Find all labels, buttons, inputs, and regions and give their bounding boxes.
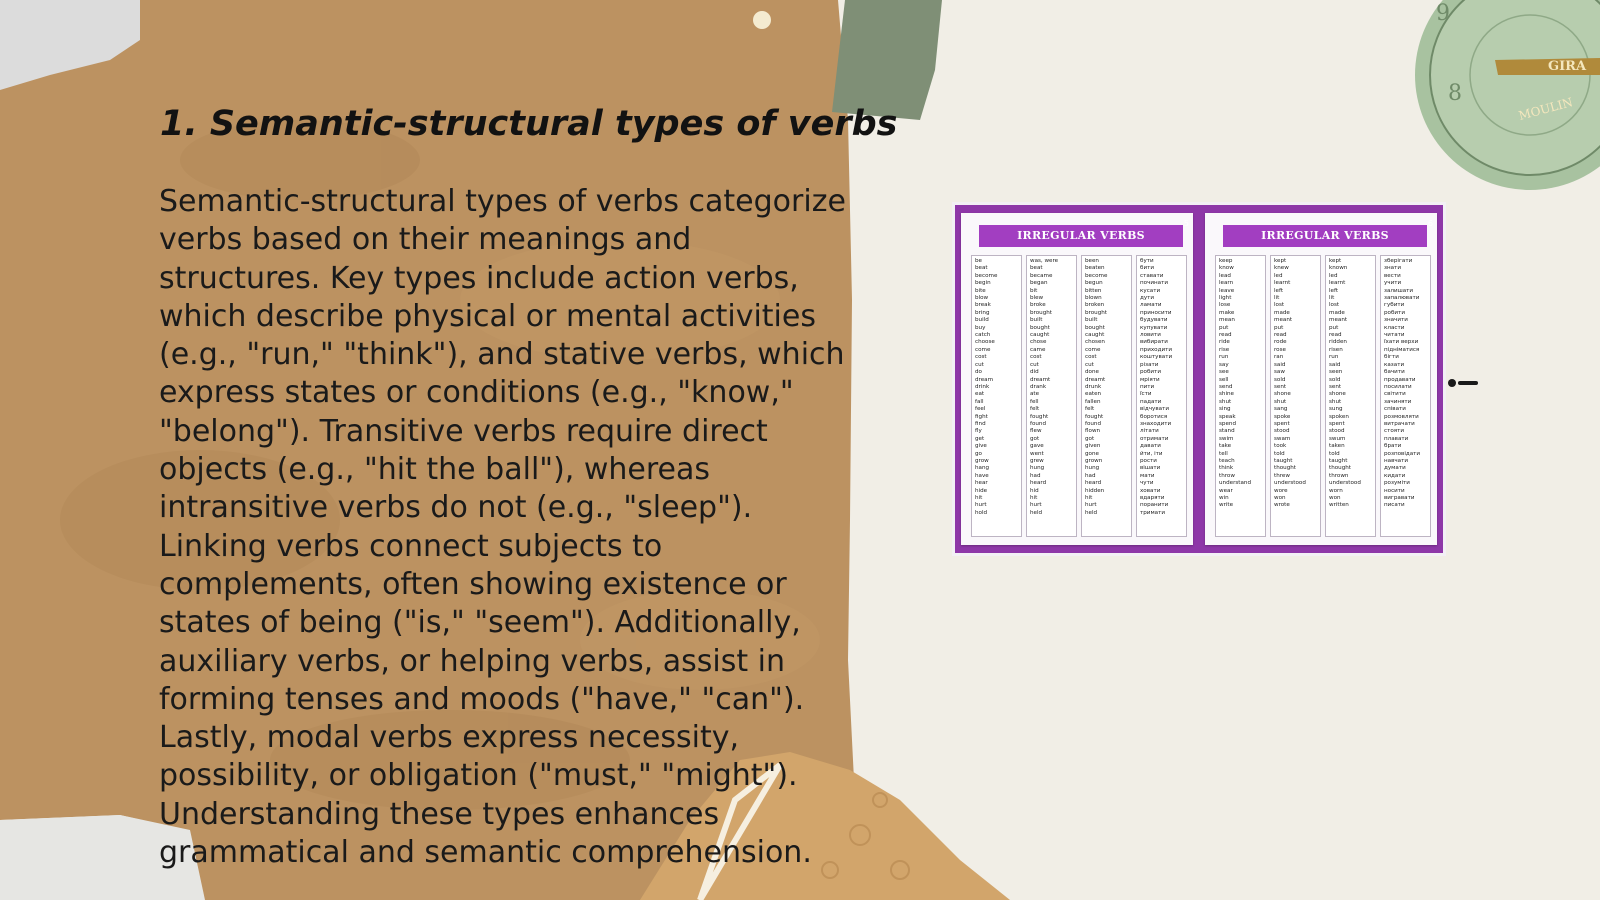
verb-column: was, were beat became began bit blew broke brought built bought caught chose came cost cut did dreamt drank ate fell felt fought found flew got gave went grew hung had heard hid hit hurt held: [1026, 255, 1077, 537]
verb-column: been beaten become begun bitten blown broken brought built bought caught chosen come cost cut done dreamt drunk eaten fallen felt fought found flown got given gone grown hung had heard hidden hit hurt held: [1081, 255, 1132, 537]
verb-column: зберігати знати вести учити залишати запалювати губити робити значити класти читати їхати верхи підніматися бігти казати бачити продавати посилати світити зачиняти співати розмовляти витрачати стояти плавати брати розповідати навчати думати кидати розуміти носити вигравати писати: [1380, 255, 1431, 537]
verb-column: keep know lead learn leave light lose make mean put read ride rise run say see sell send shine shut sing speak spend stand swim take tell teach think throw understand wear win write: [1215, 255, 1266, 537]
pin-dot: [753, 11, 771, 29]
clock-numeral: 9: [1436, 1, 1450, 26]
slide-body-text: Semantic-structural types of verbs categorize verbs based on their meanings and structures. Key types include action verbs, which describe physical or mental activities (e.g., "run," "think"), and stative verbs, which express states or conditions (e.g., "know," "belong"). Transitive verbs require direct objects (e.g., "hit the ball"), whereas intransitive verbs do not (e.g., "sleep"). Linking verbs connect subjects to complements, often showing existence or states of being ("is," "seem"). Additionally, auxiliary verbs, or helping verbs, assist in forming tenses and moods ("have," "can"). Lastly, modal verbs express necessity, possibility, or obligation ("must," "might"). Understanding these types enhances grammatical and semantic comprehension.: [159, 184, 846, 871]
slide-title: 1. Semantic-structural types of verbs: [160, 104, 898, 144]
verb-column: kept known led learnt left lit lost made meant put read ridden risen run said seen sold sent shone shut sung spoken spent stood swum taken told taught thought thrown understood worn won written: [1325, 255, 1376, 537]
verb-columns: [971, 255, 1187, 537]
ink-mark: [1448, 378, 1478, 388]
irregular-verbs-image: [955, 205, 1443, 553]
verbs-page: [1205, 213, 1437, 545]
verb-column: be beat become begin bite blow break bring build buy catch choose come cost cut do dream drink eat fall feel fight find fly get give go grow hang have hear hide hit hurt hold: [971, 255, 1022, 537]
verbs-page: [961, 213, 1193, 545]
page-number: 6: [1427, 219, 1433, 228]
verb-column: бути бити ставати починати кусати дути ламати приносити будувати купувати ловити вибирати приходити коштувати різати робити мріяти пити їсти падати відчувати боротися знаходити літати отримати давати йти, іти рости вішати мати чути ховати вдаряти поранити тримати: [1136, 255, 1187, 537]
page-number: 5: [1183, 219, 1189, 228]
clock-text: GIRA: [1548, 59, 1587, 74]
page-banner: IRREGULAR VERBS: [1223, 225, 1427, 247]
verb-columns: [1215, 255, 1431, 537]
clock-text: MOULIN: [1517, 95, 1575, 123]
clock-numeral: 8: [1448, 81, 1462, 106]
page-banner: IRREGULAR VERBS: [979, 225, 1183, 247]
verb-column: kept knew led learnt left lit lost made meant put read rode rose ran said saw sold sent shone shut sang spoke spent stood swam took told taught thought threw understood wore won wrote: [1270, 255, 1321, 537]
